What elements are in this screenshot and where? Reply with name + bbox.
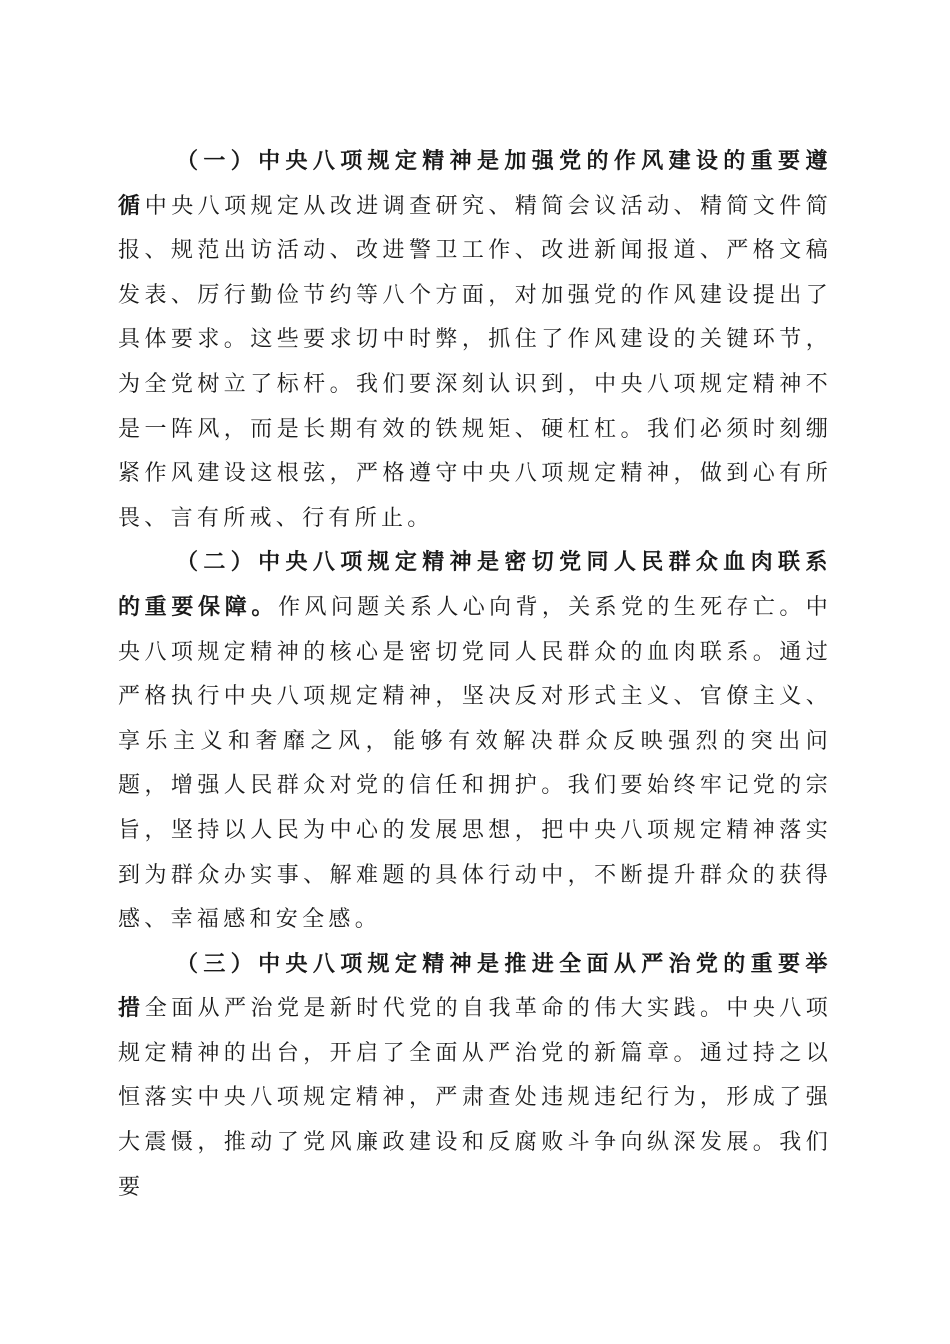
- section-2-paragraph: [118, 541, 832, 942]
- section-1-heading: （一）中央八项规定精神是加强党的作风建设的重要遵循: [118, 149, 832, 219]
- section-3-heading: （三）中央八项规定精神是推进全面从严治党的重要举措: [118, 951, 832, 1022]
- section-2-heading: （二）中央八项规定精神是密切党同人民群众血肉联系的重要保障。: [118, 550, 832, 620]
- section-3-text: 全面从严治党是新时代党的自我革命的伟大实践。中央八项规定精神的出台，开启了全面从严治党的新篇章。通过持之以恒落实中央八项规定精神，严肃查处违规违纪行为，形成了强大震慑，推动了党风廉政建设和反腐败斗争向纵深发展。我们要: [118, 996, 832, 1200]
- section-2-text: 作风问题关系人心向背，关系党的生死存亡。中央八项规定精神的核心是密切党同人民群众的血肉联系。通过严格执行中央八项规定精神，坚决反对形式主义、官僚主义、享乐主义和奢靡之风，能够有效解决群众反映强烈的突出问题，增强人民群众对党的信任和拥护。我们要始终牢记党的宗旨，坚持以人民为中心的发展思想，把中央八项规定精神落实到为群众办实事、解难题的具体行动中，不断提升群众的获得感、幸福感和安全感。: [118, 594, 832, 933]
- section-1-paragraph: [118, 140, 832, 541]
- section-3-paragraph: [118, 943, 832, 1211]
- section-1-text: 中央八项规定从改进调查研究、精简会议活动、精简文件简报、规范出访活动、改进警卫工作、改进新闻报道、严格文稿发表、厉行勤俭节约等八个方面，对加强党的作风建设提出了具体要求。这些要求切中时弊，抓住了作风建设的关键环节，为全党树立了标杆。我们要深刻认识到，中央八项规定精神不是一阵风，而是长期有效的铁规矩、硬杠杠。我们必须时刻绷紧作风建设这根弦，严格遵守中央八项规定精神，做到心有所畏、言有所戒、行有所止。: [118, 193, 832, 531]
- document-body: [118, 140, 832, 1210]
